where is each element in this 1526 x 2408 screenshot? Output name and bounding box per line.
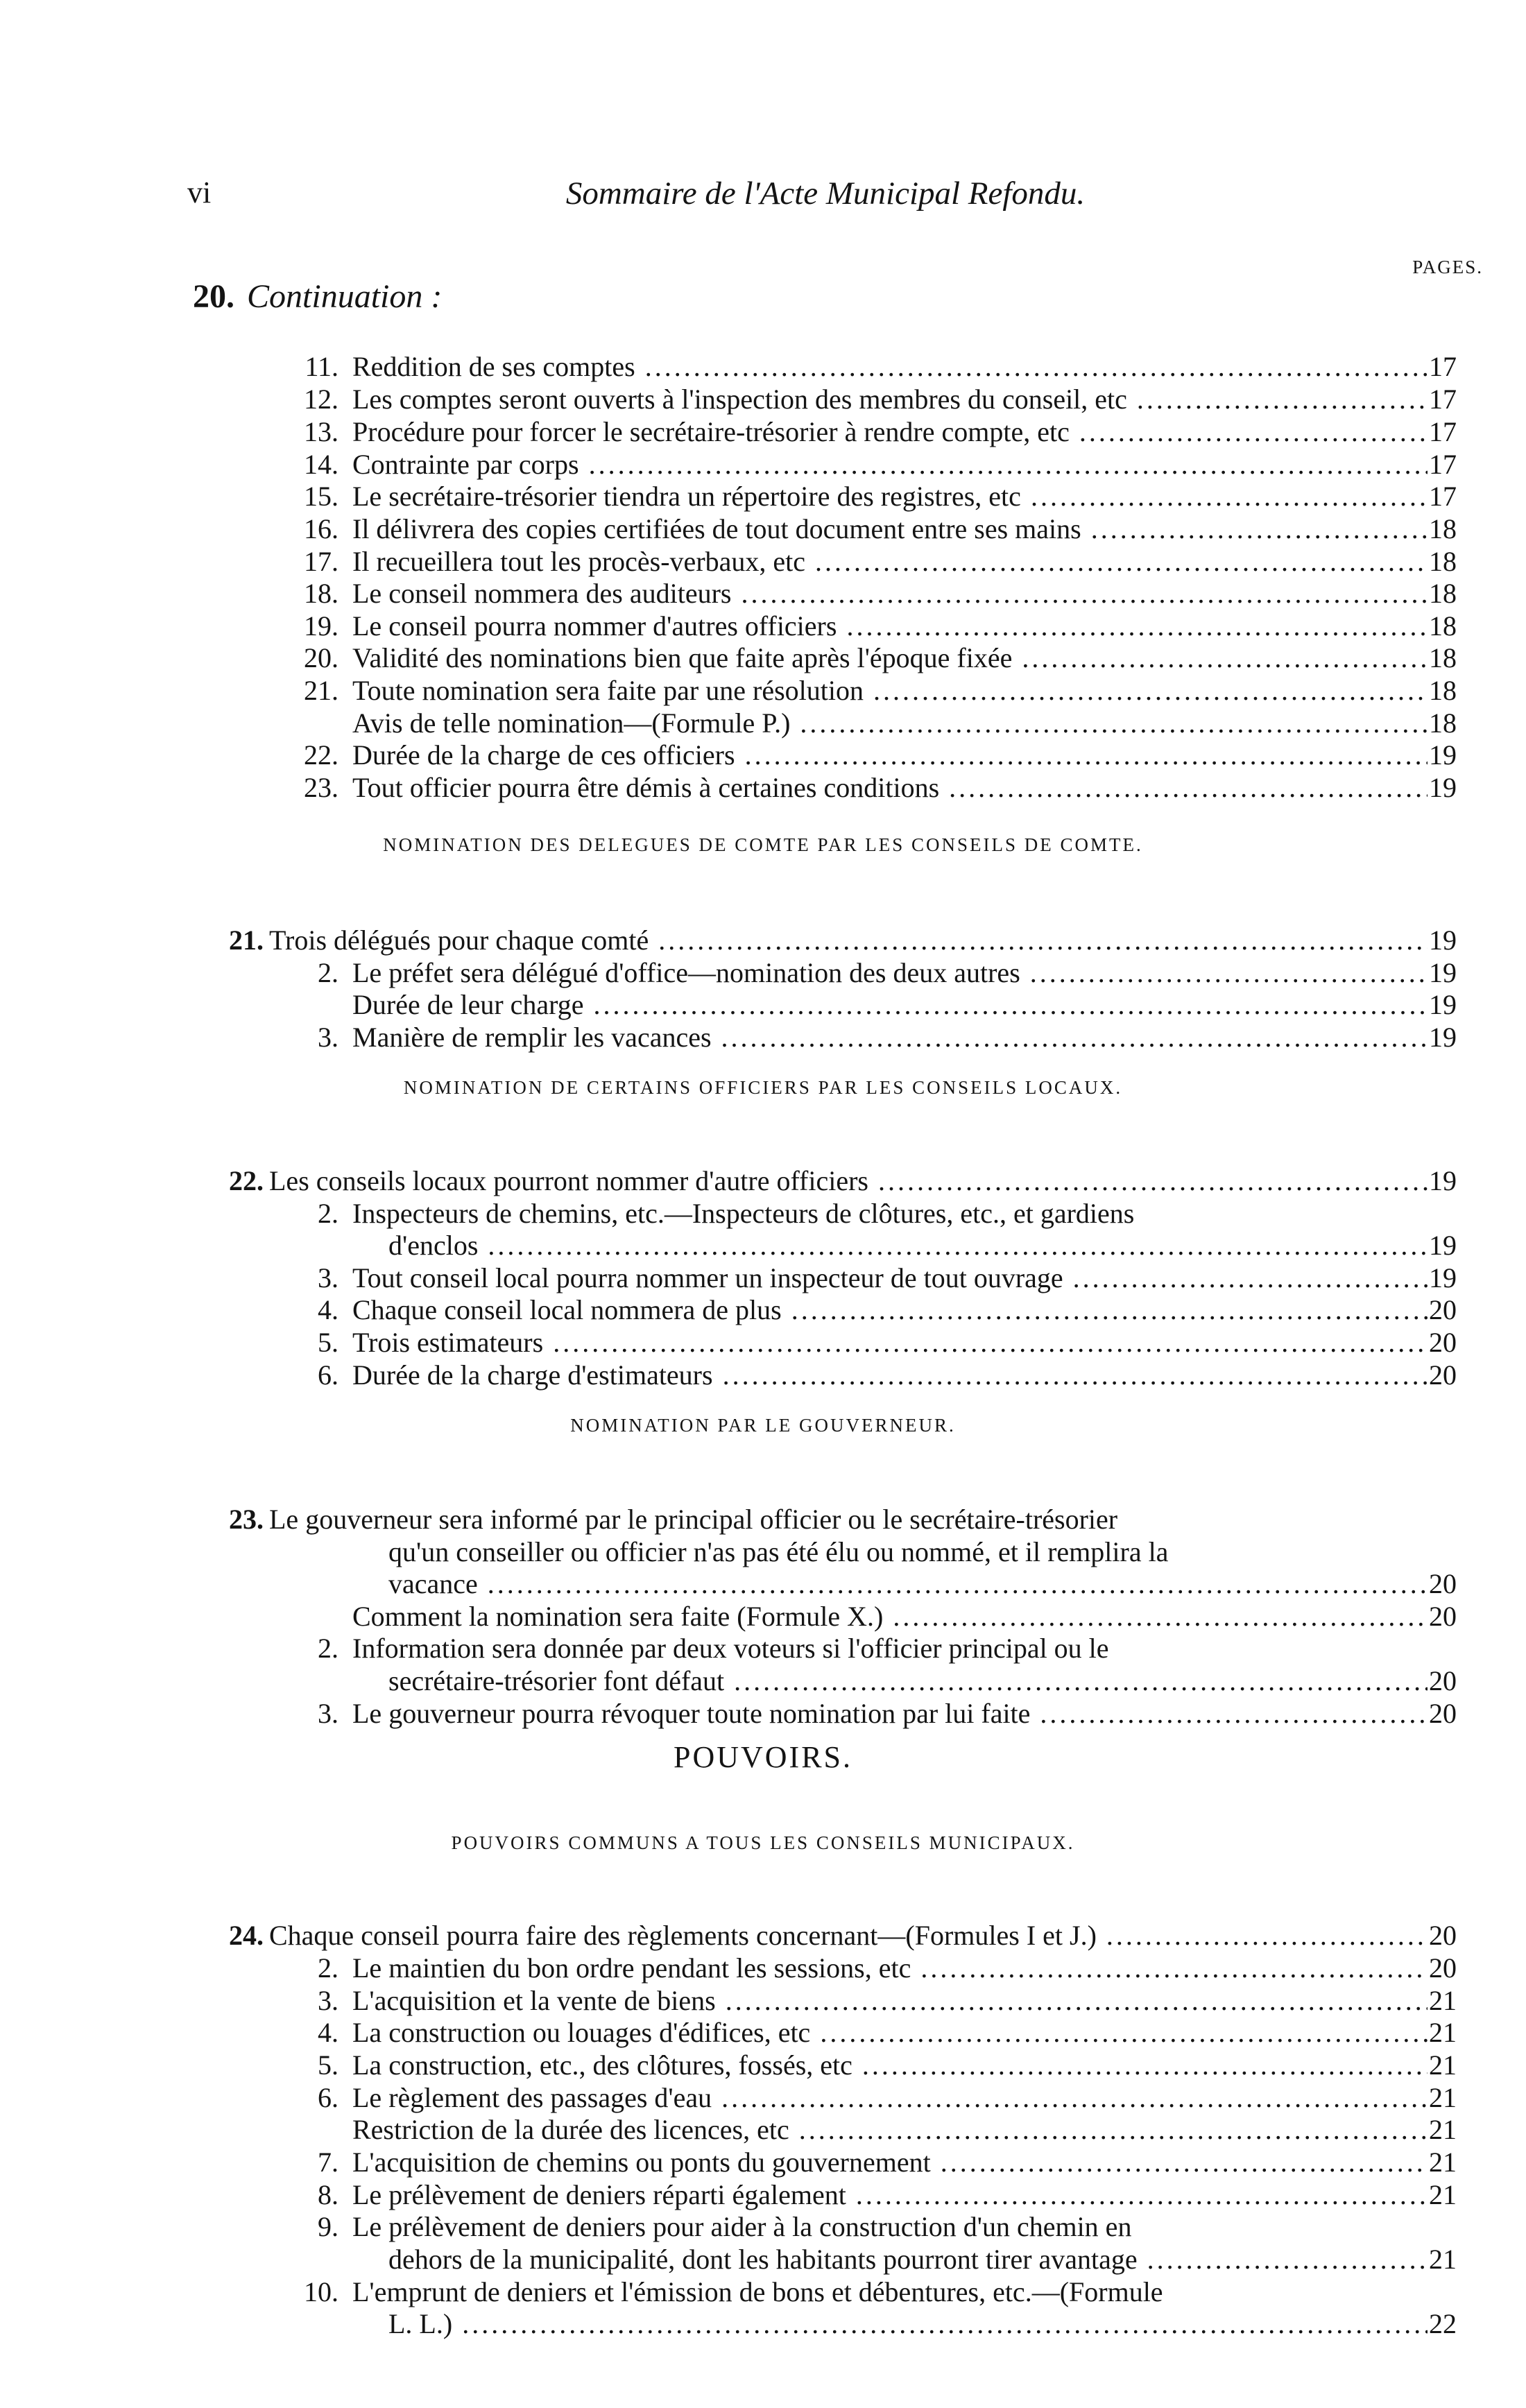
- toc-entry: [0, 957, 1526, 989]
- toc-entry: [0, 1920, 1526, 1952]
- entry-number: 7.: [318, 2147, 338, 2178]
- toc-entry: [0, 1262, 1526, 1294]
- entry-number: 11.: [305, 351, 338, 382]
- entry-text: Trois estimateurs .....: [352, 1327, 1428, 1359]
- entry-number: 22.: [304, 739, 338, 771]
- entry-text: Le conseil nommera des auditeurs .....: [352, 578, 1428, 610]
- entry-number: 12.: [304, 384, 338, 415]
- entry-page: 21: [1429, 2179, 1457, 2210]
- entry-text: Tout conseil local pourra nommer un inspecteur de tout ouvrage .....: [352, 1262, 1428, 1294]
- entry-number: 18.: [304, 578, 338, 609]
- entry-text: Durée de leur charge .....: [352, 989, 1428, 1021]
- entry-text: Le prélèvement de deniers pour aider à la construction d'un chemin en: [352, 2211, 1132, 2242]
- entry-page: 21: [1429, 2147, 1457, 2178]
- entry-number: 15.: [304, 481, 338, 512]
- toc-entry: [0, 481, 1526, 513]
- toc-entry: [0, 1568, 1526, 1600]
- entry-page: 20: [1429, 1568, 1457, 1599]
- entry-number: 4.: [318, 1294, 338, 1325]
- entry-page: 18: [1429, 675, 1457, 706]
- entry-number: 16.: [304, 513, 338, 544]
- entry-number: 23.: [304, 772, 338, 803]
- pages-column-label: PAGES.: [1412, 257, 1483, 277]
- entry-page: 20: [1429, 1920, 1457, 1951]
- entry-number: 17.: [304, 546, 338, 577]
- section-heading-20: [193, 277, 442, 316]
- toc-entry: [0, 642, 1526, 674]
- section-number: 20.: [193, 278, 234, 315]
- toc-entry: [0, 1698, 1526, 1730]
- entry-number: 3.: [318, 1262, 338, 1293]
- entry-page: 21: [1429, 2244, 1457, 2275]
- running-title: Sommaire de l'Acte Municipal Refondu.: [565, 175, 1086, 212]
- entry-number: 21.: [229, 925, 264, 956]
- entry-text: Inspecteurs de chemins, etc.—Inspecteurs de clôtures, etc., et gardiens: [352, 1198, 1135, 1229]
- entry-text: Les comptes seront ouverts à l'inspection des membres du conseil, etc .....: [352, 384, 1428, 415]
- entry-text: Chaque conseil pourra faire des règlements concernant—(Formules I et J.) .....: [269, 1920, 1428, 1952]
- toc-entry: [0, 1327, 1526, 1359]
- toc-entry: [0, 1230, 1526, 1262]
- entry-page: 18: [1429, 642, 1457, 673]
- entry-text: Durée de la charge d'estimateurs .....: [352, 1359, 1428, 1391]
- entry-page: 21: [1429, 2017, 1457, 2048]
- entry-number: 5.: [318, 2049, 338, 2081]
- entry-text: La construction ou louages d'édifices, etc .....: [352, 2017, 1428, 2049]
- toc-entry: [0, 416, 1526, 448]
- entry-page: 19: [1429, 1230, 1457, 1261]
- entry-text: Avis de telle nomination—(Formule P.) .....: [352, 707, 1428, 739]
- entry-text: Le préfet sera délégué d'office—nomination des deux autres .....: [352, 957, 1428, 989]
- entry-number: 21.: [304, 675, 338, 706]
- entry-page: 21: [1429, 2114, 1457, 2145]
- toc-entry: [0, 1198, 1526, 1230]
- entry-number: 3.: [318, 1022, 338, 1053]
- toc-entry: [0, 1504, 1526, 1536]
- entry-page: 21: [1429, 2049, 1457, 2081]
- entry-number: 6.: [318, 2082, 338, 2113]
- folio: vi: [187, 175, 212, 209]
- entry-page: 22: [1429, 2308, 1457, 2339]
- entry-text: Il recueillera tout les procès-verbaux, etc .....: [352, 546, 1428, 578]
- heading-delegues: NOMINATION DES DELEGUES DE COMTE PAR LES CONSEILS DE COMTE.: [383, 834, 1143, 855]
- toc-entry: [0, 1665, 1526, 1697]
- entry-text: Procédure pour forcer le secrétaire-trésorier à rendre compte, etc .....: [352, 416, 1428, 448]
- entry-text: qu'un conseiller ou officier n'as pas été élu ou nommé, et il remplira la: [388, 1536, 1169, 1567]
- entry-text: Il délivrera des copies certifiées de tout document entre ses mains .....: [352, 513, 1428, 545]
- toc-entry: [0, 1294, 1526, 1326]
- entry-number: 3.: [318, 1698, 338, 1729]
- toc-entry: [0, 1022, 1526, 1054]
- entry-page: 20: [1429, 1601, 1457, 1632]
- entry-page: 19: [1429, 772, 1457, 803]
- section-title: Continuation :: [247, 278, 443, 315]
- entry-number: 2.: [318, 1198, 338, 1229]
- toc-entry: [0, 2308, 1526, 2340]
- entry-number: 2.: [318, 957, 338, 988]
- entry-text: vacance .....: [388, 1568, 1428, 1600]
- entry-page: 19: [1429, 1022, 1457, 1053]
- toc-entry: [0, 989, 1526, 1021]
- entry-text: Restriction de la durée des licences, etc .....: [352, 2114, 1428, 2146]
- entry-number: 8.: [318, 2179, 338, 2210]
- entry-text: Trois délégués pour chaque comté .....: [269, 925, 1428, 956]
- entry-number: 20.: [304, 642, 338, 673]
- toc-entry: [0, 675, 1526, 707]
- heading-pouvoirs: POUVOIRS.: [673, 1740, 853, 1774]
- entry-number: 2.: [318, 1633, 338, 1664]
- entry-page: 19: [1429, 957, 1457, 988]
- entry-page: 19: [1429, 925, 1457, 956]
- heading-communs: POUVOIRS COMMUNS A TOUS LES CONSEILS MUNICIPAUX.: [451, 1832, 1075, 1853]
- entry-text: Les conseils locaux pourront nommer d'autre officiers .....: [269, 1165, 1428, 1197]
- entry-page: 18: [1429, 707, 1457, 739]
- entry-number: 10.: [304, 2276, 338, 2307]
- toc-entry: [0, 1165, 1526, 1197]
- entry-text: Toute nomination sera faite par une résolution .....: [352, 675, 1428, 707]
- entry-page: 17: [1429, 384, 1457, 415]
- entry-page: 19: [1429, 1262, 1457, 1293]
- toc-entry: [0, 1633, 1526, 1665]
- entry-text: L'acquisition de chemins ou ponts du gouvernement .....: [352, 2147, 1428, 2178]
- toc-entry: [0, 2147, 1526, 2178]
- toc-entry: [0, 513, 1526, 545]
- toc-entry: [0, 2082, 1526, 2114]
- entry-text: Le maintien du bon ordre pendant les sessions, etc .....: [352, 1952, 1428, 1984]
- entry-text: Tout officier pourra être démis à certaines conditions .....: [352, 772, 1428, 804]
- toc-entry: [0, 2179, 1526, 2211]
- entry-page: 17: [1429, 449, 1457, 480]
- entry-page: 20: [1429, 1665, 1457, 1696]
- toc-entry: [0, 2114, 1526, 2146]
- toc-entry: [0, 546, 1526, 578]
- toc-entry: [0, 449, 1526, 481]
- entry-number: 23.: [229, 1504, 264, 1535]
- entry-text: secrétaire-trésorier font défaut .....: [388, 1665, 1428, 1697]
- entry-number: 24.: [229, 1920, 264, 1951]
- entry-page: 18: [1429, 578, 1457, 609]
- entry-page: 20: [1429, 1294, 1457, 1325]
- toc-entry: [0, 2211, 1526, 2243]
- entry-page: 21: [1429, 2082, 1457, 2113]
- entry-number: 5.: [318, 1327, 338, 1358]
- entry-page: 20: [1429, 1952, 1457, 1984]
- entry-text: L'acquisition et la vente de biens .....: [352, 1985, 1428, 2017]
- entry-page: 17: [1429, 416, 1457, 447]
- entry-page: 18: [1429, 610, 1457, 642]
- toc-entry: [0, 739, 1526, 771]
- toc-entry: [0, 1536, 1526, 1568]
- entry-text: Durée de la charge de ces officiers .....: [352, 739, 1428, 771]
- entry-text: d'enclos .....: [388, 1230, 1428, 1262]
- entry-text: Chaque conseil local nommera de plus .....: [352, 1294, 1428, 1326]
- toc-entry: [0, 1985, 1526, 2017]
- entry-page: 18: [1429, 546, 1457, 577]
- heading-gouverneur: NOMINATION PAR LE GOUVERNEUR.: [570, 1415, 956, 1436]
- toc-entry: [0, 1359, 1526, 1391]
- toc-entry: [0, 707, 1526, 739]
- entry-number: 14.: [304, 449, 338, 480]
- toc-entry: [0, 2017, 1526, 2049]
- entry-text: Le conseil pourra nommer d'autres officiers .....: [352, 610, 1428, 642]
- entry-text: La construction, etc., des clôtures, fossés, etc .....: [352, 2049, 1428, 2081]
- entry-number: 19.: [304, 610, 338, 642]
- entry-text: Le gouverneur pourra révoquer toute nomination par lui faite .....: [352, 1698, 1428, 1730]
- toc-entry: [0, 2276, 1526, 2308]
- entry-text: Le règlement des passages d'eau .....: [352, 2082, 1428, 2114]
- entry-text: Validité des nominations bien que faite après l'époque fixée .....: [352, 642, 1428, 674]
- entry-text: Information sera donnée par deux voteurs si l'officier principal ou le: [352, 1633, 1109, 1664]
- entry-page: 17: [1429, 351, 1457, 382]
- entry-text: L. L.) .....: [388, 2308, 1428, 2340]
- entry-number: 22.: [229, 1165, 264, 1196]
- toc-entry: [0, 384, 1526, 415]
- entry-page: 19: [1429, 739, 1457, 771]
- entry-page: 17: [1429, 481, 1457, 512]
- toc-entry: [0, 772, 1526, 804]
- entry-text: Le prélèvement de deniers réparti également .....: [352, 2179, 1428, 2211]
- toc-entry: [0, 2049, 1526, 2081]
- entry-page: 20: [1429, 1698, 1457, 1729]
- toc-entry: [0, 351, 1526, 383]
- entry-page: 19: [1429, 989, 1457, 1020]
- entry-number: 3.: [318, 1985, 338, 2016]
- toc-entry: [0, 925, 1526, 956]
- toc-entry: [0, 1952, 1526, 1984]
- entry-text: Reddition de ses comptes .....: [352, 351, 1428, 383]
- entry-text: dehors de la municipalité, dont les habitants pourront tirer avantage .....: [388, 2244, 1428, 2276]
- entry-page: 21: [1429, 1985, 1457, 2016]
- entry-text: Contrainte par corps .....: [352, 449, 1428, 481]
- entry-text: Le secrétaire-trésorier tiendra un répertoire des registres, etc .....: [352, 481, 1428, 513]
- entry-page: 19: [1429, 1165, 1457, 1196]
- entry-text: Comment la nomination sera faite (Formule X.) .....: [352, 1601, 1428, 1633]
- entry-page: 20: [1429, 1327, 1457, 1358]
- heading-officiers: NOMINATION DE CERTAINS OFFICIERS PAR LES CONSEILS LOCAUX.: [403, 1077, 1123, 1098]
- entry-number: 6.: [318, 1359, 338, 1391]
- toc-entry: [0, 1601, 1526, 1633]
- entry-page: 18: [1429, 513, 1457, 544]
- entry-number: 4.: [318, 2017, 338, 2048]
- page-header: [187, 175, 1464, 216]
- toc-entry: [0, 2244, 1526, 2276]
- entry-number: 9.: [318, 2211, 338, 2242]
- entry-text: L'emprunt de deniers et l'émission de bons et débentures, etc.—(Formule: [352, 2276, 1163, 2307]
- entry-text: Manière de remplir les vacances .....: [352, 1022, 1428, 1054]
- entry-number: 2.: [318, 1952, 338, 1984]
- entry-page: 20: [1429, 1359, 1457, 1391]
- entry-text: Le gouverneur sera informé par le principal officier ou le secrétaire-trésorier: [269, 1504, 1118, 1535]
- toc-entry: [0, 610, 1526, 642]
- toc-entry: [0, 578, 1526, 610]
- entry-number: 13.: [304, 416, 338, 447]
